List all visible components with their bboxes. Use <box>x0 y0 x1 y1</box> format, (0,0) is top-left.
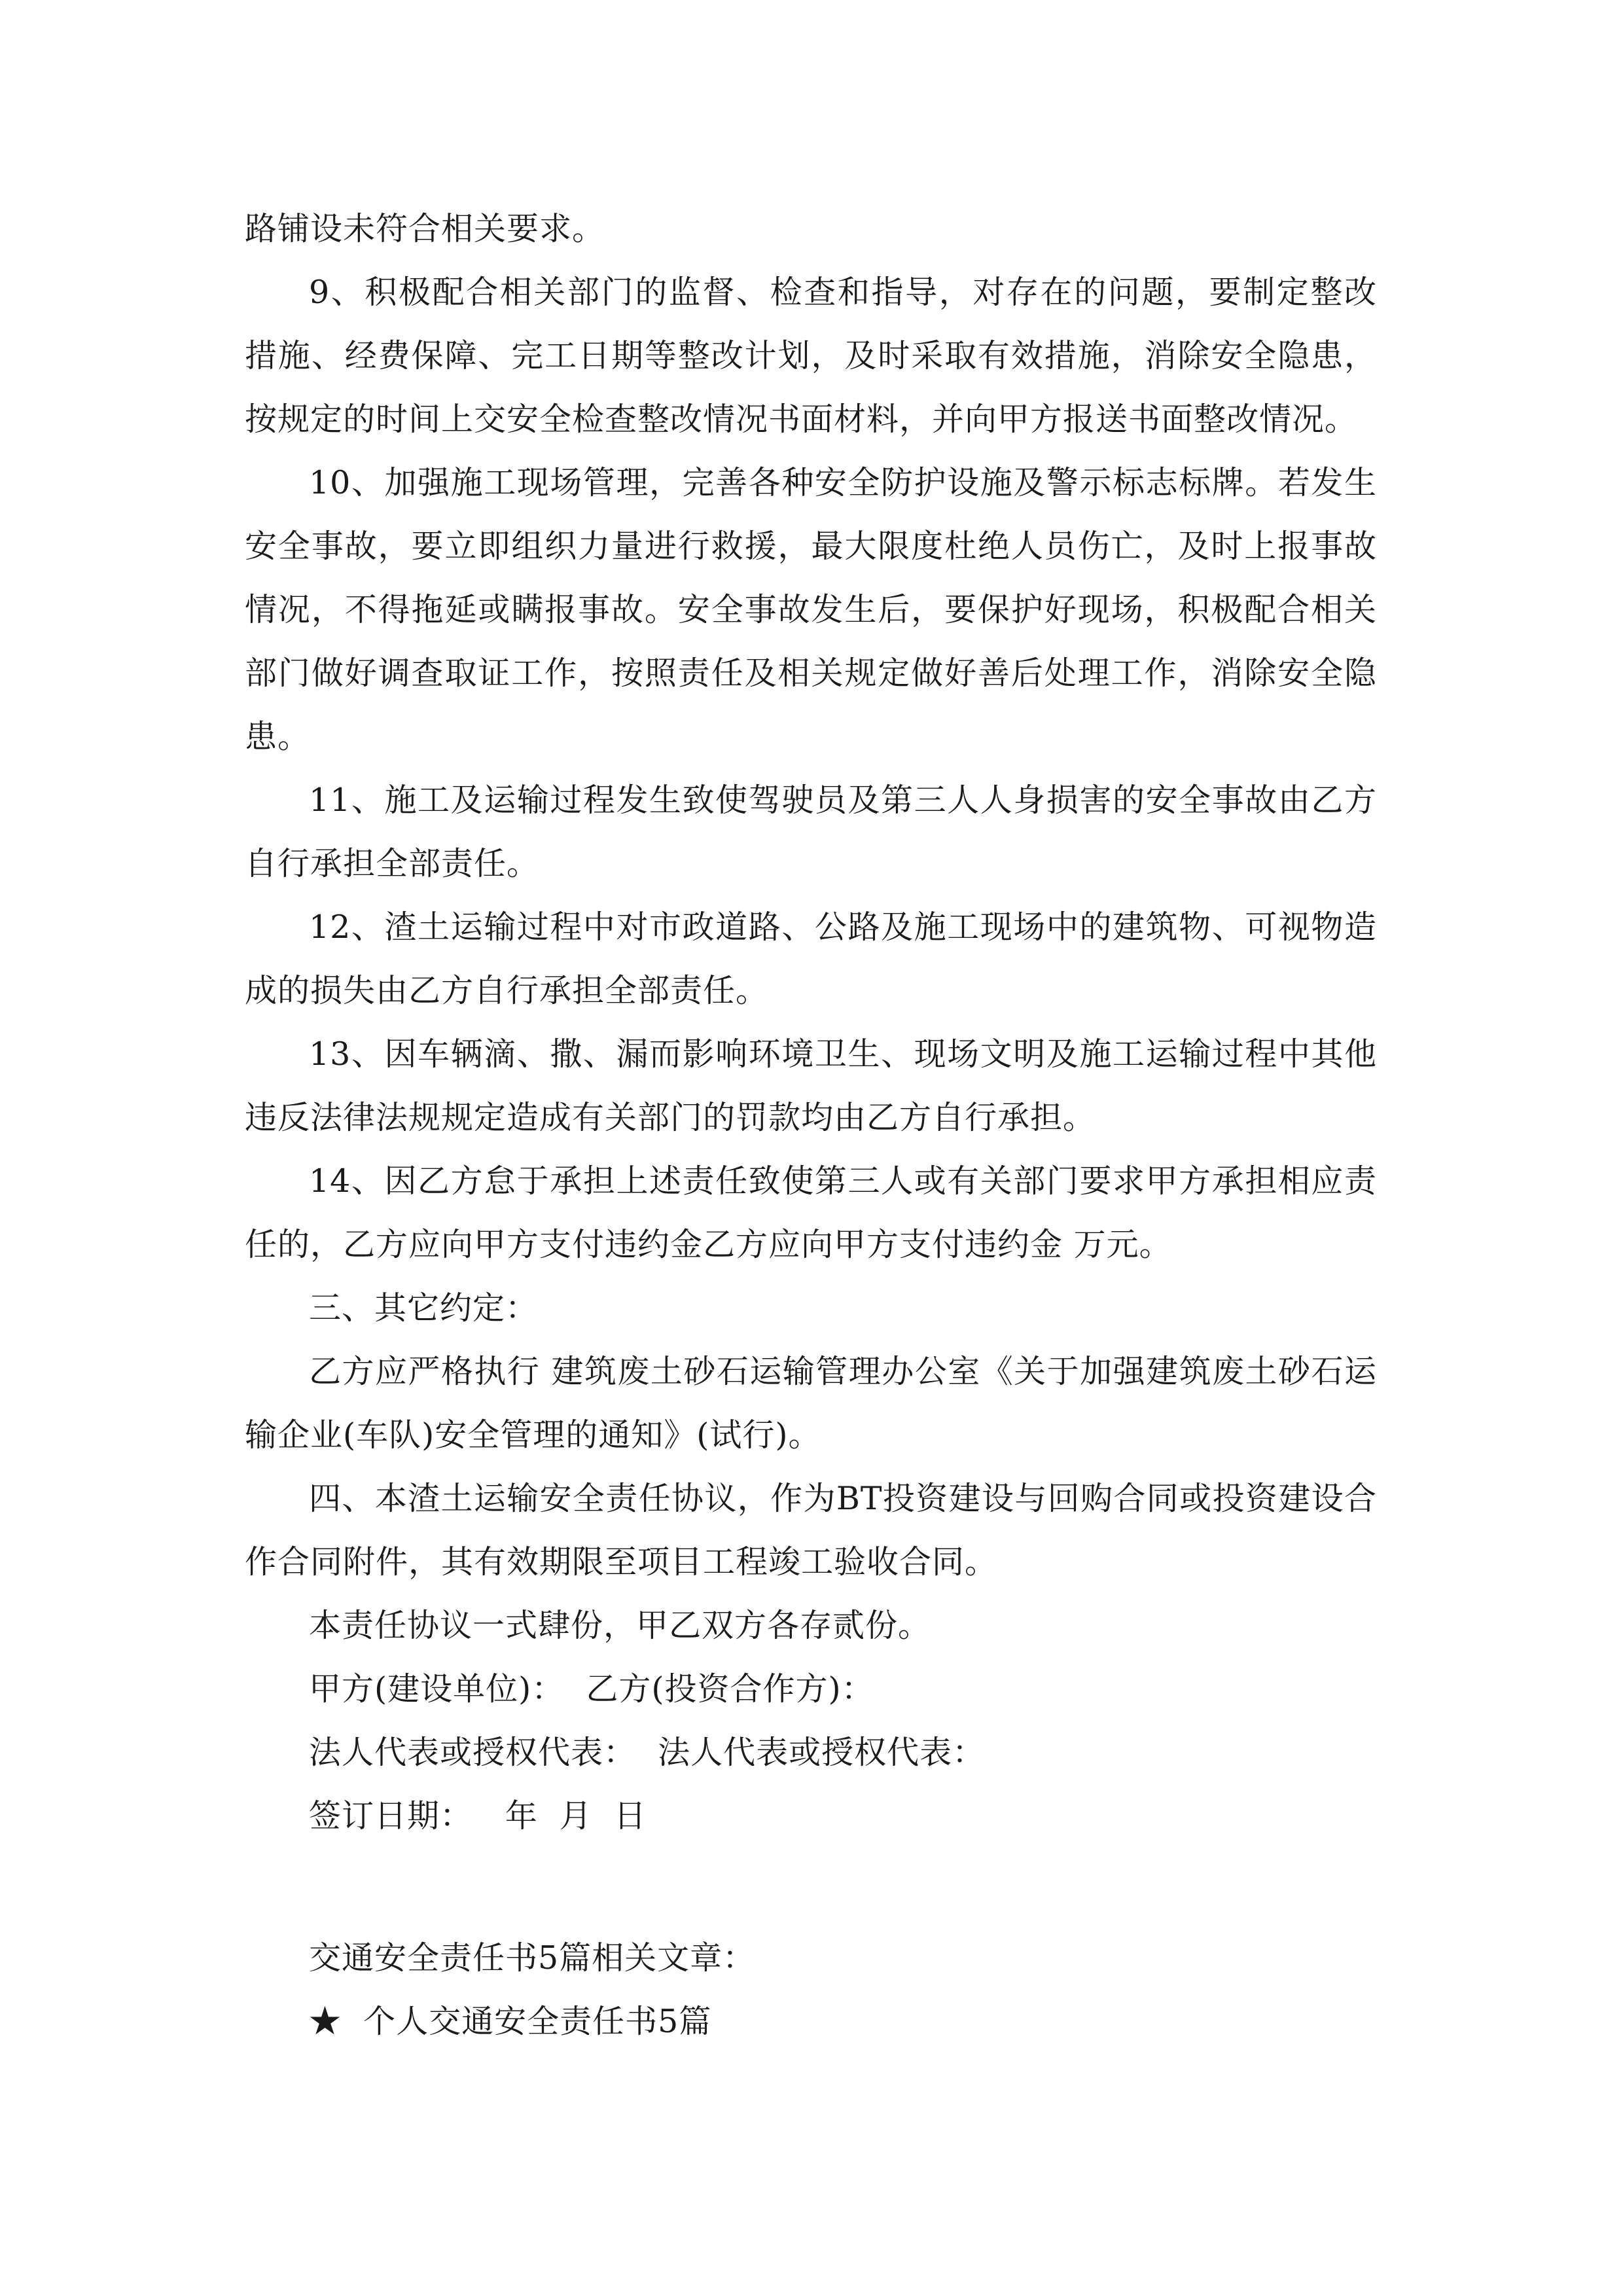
clause-12: 12、渣土运输过程中对市政道路、公路及施工现场中的建筑物、可视物造成的损失由乙方自行承担全部责任。 <box>245 908 1377 1009</box>
clause-13: 13、因车辆滴、撒、漏而影响环境卫生、现场文明及施工运输过程中其他违反法律法规规定造成有关部门的罚款均由乙方自行承担。 <box>245 1035 1377 1136</box>
signature-parties: 甲方(建设单位)： 乙方(投资合作方)： <box>309 1670 874 1708</box>
related-articles <box>245 1926 1377 2053</box>
section-4: 四、本渣土运输安全责任协议，作为BT投资建设与回购合同或投资建设合作合同附件，其有效期限至项目工程竣工验收合同。 <box>245 1480 1377 1581</box>
related-link[interactable]: ★ 个人交通安全责任书5篇 <box>309 2003 712 2040</box>
section-3-body: 乙方应严格执行 建筑废土砂石运输管理办公室《关于加强建筑废土砂石运输企业(车队)安全管理的通知》(试行)。 <box>245 1353 1377 1454</box>
signature-date: 签订日期： 年 月 日 <box>309 1797 647 1835</box>
agreement-body <box>245 197 1377 1848</box>
clause-10: 10、加强施工现场管理，完善各种安全防护设施及警示标志标牌。若发生安全事故，要立即组织力量进行救援，最大限度杜绝人员伤亡，及时上报事故情况，不得拖延或瞒报事故。安全事故发生后，要保护好现场，积极配合相关部门做好调查取证工作，按照责任及相关规定做好善后处理工作，消除安全隐患。 <box>245 464 1377 755</box>
continuation-text: 路铺设未符合相关要求。 <box>245 210 605 247</box>
related-heading: 交通安全责任书5篇相关文章： <box>309 1939 756 1977</box>
clause-9: 9、积极配合相关部门的监督、检查和指导，对存在的问题，要制定整改措施、经费保障、完工日期等整改计划，及时采取有效措施，消除安全隐患，按规定的时间上交安全检查整改情况书面材料，并向甲方报送书面整改情况。 <box>245 274 1377 438</box>
copies-statement: 本责任协议一式肆份，甲乙双方各存贰份。 <box>309 1607 931 1644</box>
signature-representatives: 法人代表或授权代表： 法人代表或授权代表： <box>309 1734 986 1771</box>
clause-14: 14、因乙方怠于承担上述责任致使第三人或有关部门要求甲方承担相应责任的，乙方应向甲方支付违约金乙方应向甲方支付违约金 万元。 <box>245 1162 1377 1263</box>
clause-11: 11、施工及运输过程发生致使驾驶员及第三人人身损害的安全事故由乙方自行承担全部责任。 <box>245 781 1377 882</box>
section-3-heading: 三、其它约定： <box>309 1289 539 1327</box>
